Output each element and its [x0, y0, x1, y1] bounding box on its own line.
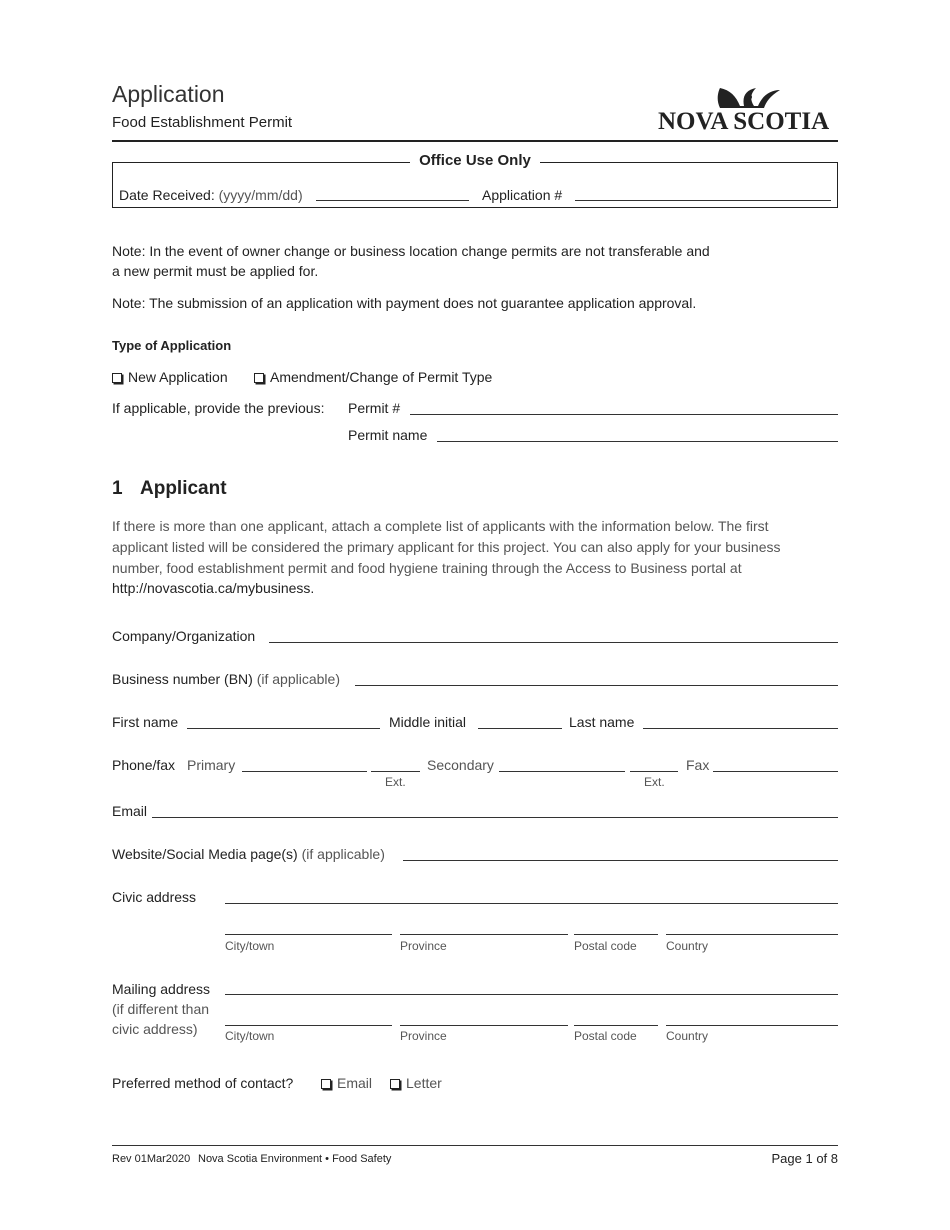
mailing-city-caption: City/town: [225, 1029, 275, 1043]
civic-postal-code-caption: Postal code: [574, 939, 637, 953]
page-subtitle: Food Establishment Permit: [112, 114, 293, 131]
civic-province-caption: Province: [400, 939, 447, 953]
mailing-province-field[interactable]: [400, 1025, 568, 1026]
contact-letter-option[interactable]: [390, 1075, 442, 1091]
type-of-application-heading: Type of Application: [112, 338, 232, 353]
mailing-hint-line1: (if different than: [112, 1001, 210, 1017]
mailing-postal-code-caption: Postal code: [574, 1029, 637, 1043]
new-application-option[interactable]: [112, 369, 228, 385]
website-field[interactable]: [403, 860, 838, 861]
mybusiness-link[interactable]: http://novascotia.ca/mybusiness.: [112, 580, 315, 596]
applicant-intro-line3: number, food establishment permit and food hygiene training through the Access to Business portal at: [112, 560, 742, 576]
business-number-text: Business number (BN): [112, 671, 253, 687]
date-received-text: Date Received:: [119, 187, 215, 203]
note-transfer-line2: a new permit must be applied for.: [112, 263, 319, 279]
contact-email-option[interactable]: [321, 1075, 372, 1091]
previous-permit-label: If applicable, provide the previous:: [112, 400, 325, 416]
secondary-phone-label: Secondary: [427, 757, 494, 773]
primary-ext-field[interactable]: [371, 771, 420, 772]
new-application-label: New Application: [128, 369, 228, 385]
company-field[interactable]: [269, 642, 838, 643]
secondary-ext-field[interactable]: [630, 771, 678, 772]
permit-number-field[interactable]: [410, 414, 838, 415]
applicant-intro-line2: applicant listed will be considered the primary applicant for this project. You can also apply for your business: [112, 539, 781, 555]
preferred-contact-label: Preferred method of contact?: [112, 1075, 294, 1091]
date-received-field[interactable]: [316, 200, 469, 201]
company-label: Company/Organization: [112, 628, 256, 644]
header-rule: [112, 140, 838, 142]
permit-name-field[interactable]: [437, 441, 838, 442]
mailing-country-caption: Country: [666, 1029, 709, 1043]
footer-rule: [112, 1145, 838, 1146]
mailing-province-caption: Province: [400, 1029, 447, 1043]
civic-address-label: Civic address: [112, 889, 197, 905]
new-application-checkbox[interactable]: [112, 373, 122, 383]
civic-postal-code-field[interactable]: [574, 934, 658, 935]
page-title: Application: [112, 81, 225, 107]
contact-letter-checkbox[interactable]: [390, 1079, 400, 1089]
amendment-label: Amendment/Change of Permit Type: [270, 369, 493, 385]
nova-scotia-logo: [658, 84, 838, 134]
footer-department: Nova Scotia Environment • Food Safety: [198, 1153, 392, 1165]
note-transfer-line1: Note: In the event of owner change or business location change permits are not transferable and: [112, 243, 710, 259]
civic-country-caption: Country: [666, 939, 709, 953]
business-number-field[interactable]: [355, 685, 838, 686]
website-label: [112, 846, 385, 862]
last-name-field[interactable]: [643, 728, 838, 729]
mailing-hint-line2: civic address): [112, 1021, 198, 1037]
office-use-heading: Office Use Only: [410, 152, 540, 169]
mailing-address-street-field[interactable]: [225, 994, 838, 995]
footer-revision: Rev 01Mar2020: [112, 1153, 191, 1165]
office-use-rule-right: [540, 162, 838, 163]
mailing-postal-code-field[interactable]: [574, 1025, 658, 1026]
contact-email-checkbox[interactable]: [321, 1079, 331, 1089]
phone-fax-label: Phone/fax: [112, 757, 176, 773]
date-format-hint: (yyyy/mm/dd): [218, 187, 303, 203]
contact-letter-label: Letter: [406, 1075, 442, 1091]
application-number-field[interactable]: [575, 200, 831, 201]
business-number-label: [112, 671, 340, 687]
secondary-phone-field[interactable]: [499, 771, 625, 772]
civic-city-caption: City/town: [225, 939, 275, 953]
fax-field[interactable]: [713, 771, 838, 772]
section-number: 1: [112, 478, 123, 499]
fax-label: Fax: [686, 757, 710, 773]
mailing-city-field[interactable]: [225, 1025, 392, 1026]
email-field[interactable]: [152, 817, 838, 818]
date-received-label: [119, 187, 303, 203]
website-hint: (if applicable): [301, 846, 385, 862]
section-title: Applicant: [140, 478, 227, 499]
mailing-country-field[interactable]: [666, 1025, 838, 1026]
note-payment: Note: The submission of an application with payment does not guarantee application approval.: [112, 295, 697, 311]
primary-phone-label: Primary: [187, 757, 236, 773]
applicant-intro-line1: If there is more than one applicant, attach a complete list of applicants with the information below. The first: [112, 518, 769, 534]
permit-number-label: Permit #: [348, 400, 401, 416]
contact-email-label: Email: [337, 1075, 373, 1091]
website-text: Website/Social Media page(s): [112, 846, 298, 862]
secondary-ext-label: Ext.: [644, 775, 665, 789]
application-number-label: Application #: [482, 187, 563, 203]
permit-name-label: Permit name: [348, 427, 428, 443]
email-label: Email: [112, 803, 148, 819]
footer-page-number: Page 1 of 8: [771, 1151, 838, 1166]
office-use-rule-left: [112, 162, 407, 163]
middle-initial-field[interactable]: [478, 728, 562, 729]
civic-province-field[interactable]: [400, 934, 568, 935]
business-number-hint: (if applicable): [256, 671, 340, 687]
primary-phone-field[interactable]: [242, 771, 367, 772]
civic-country-field[interactable]: [666, 934, 838, 935]
civic-address-street-field[interactable]: [225, 903, 838, 904]
logo-text: NOVA SCOTIA: [658, 108, 830, 135]
last-name-label: Last name: [569, 714, 635, 730]
mailing-address-label: Mailing address: [112, 981, 211, 997]
first-name-field[interactable]: [187, 728, 380, 729]
first-name-label: First name: [112, 714, 179, 730]
primary-ext-label: Ext.: [385, 775, 406, 789]
amendment-option[interactable]: [254, 369, 492, 385]
amendment-checkbox[interactable]: [254, 373, 264, 383]
civic-city-field[interactable]: [225, 934, 392, 935]
middle-initial-label: Middle initial: [389, 714, 467, 730]
